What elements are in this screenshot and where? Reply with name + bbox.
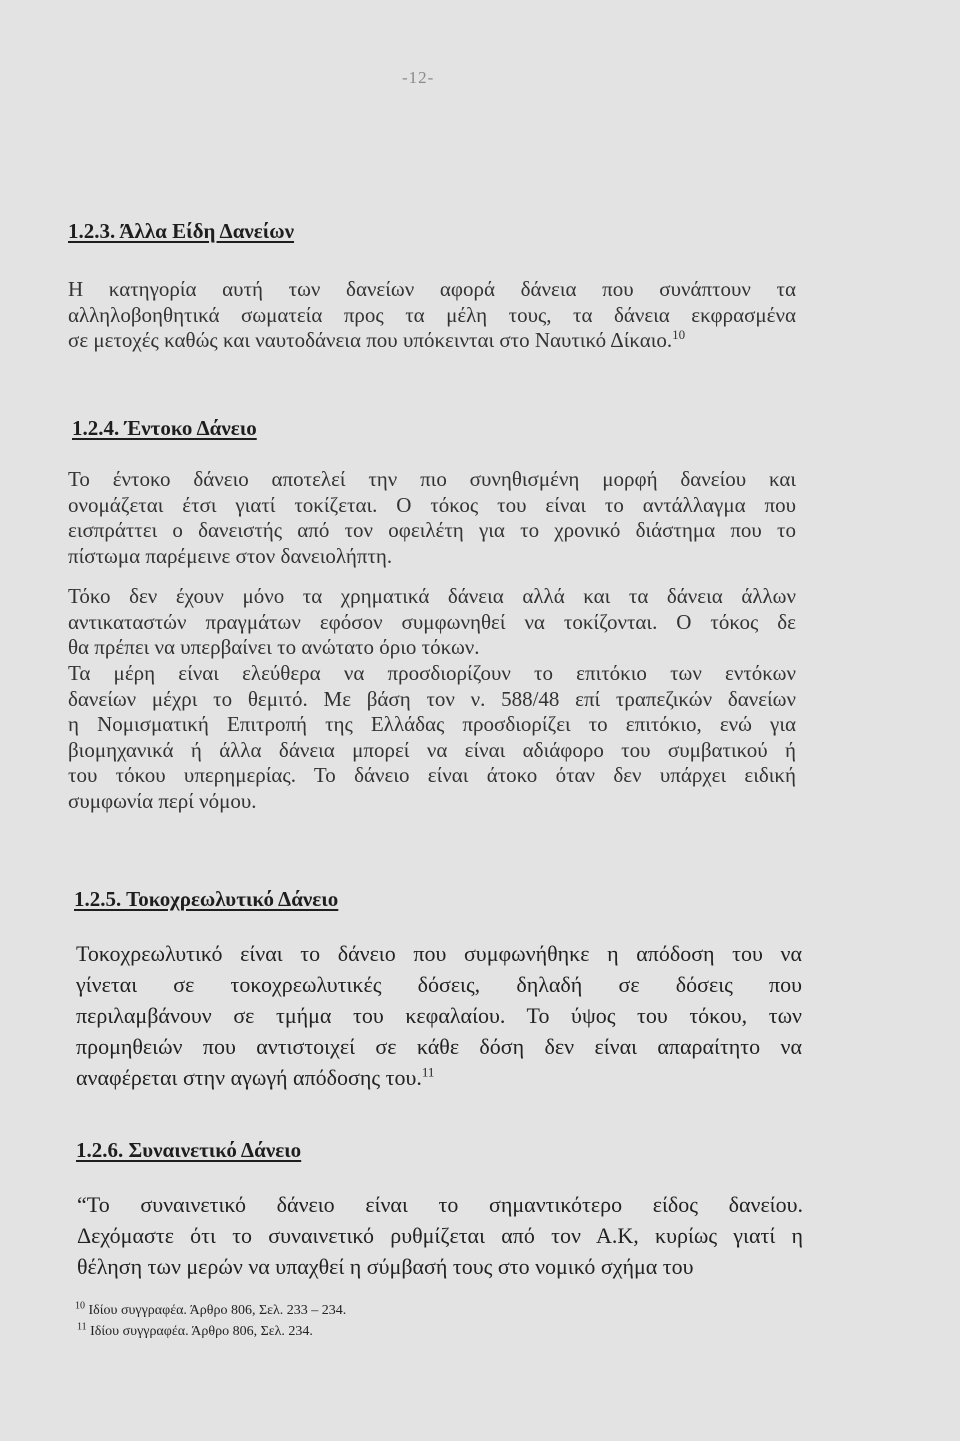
text-line: περιλαμβάνουν σε τμήμα του κεφαλαίου. Το ύψος του τόκου, των <box>76 1003 802 1028</box>
paragraph-1-2-4-c <box>68 661 796 814</box>
footnote-text: Ιδίου συγγραφέα. Άρθρο 806, Σελ. 234. <box>90 1324 313 1339</box>
text-line: αλληλοβοηθητικά σωματεία προς τα μέλη τους, τα δάνεια εκφρασμένα <box>68 302 796 327</box>
text-line: Δεχόμαστε ότι το συναινετικό ρυθμίζεται από τον Α.Κ, κυρίως γιατί η <box>77 1223 803 1248</box>
text-line: αντικαταστών πραγμάτων εφόσον συμφωνηθεί να τοκίζονται. Ο τόκος δε <box>68 609 796 634</box>
section-heading-1-2-3: 1.2.3. Άλλα Είδη Δανείων <box>68 219 295 243</box>
text-line: η Νομισματική Επιτροπή της Ελλάδας προσδιορίζει το επιτόκιο, ενώ για <box>68 712 796 736</box>
text-line: σε μετοχές καθώς και ναυτοδάνεια που υπόκεινται στο Ναυτικό Δίκαιο. <box>68 328 673 352</box>
footnote-number: 10 <box>75 1300 85 1312</box>
text-line: Τόκο δεν έχουν μόνο τα χρηματικά δάνεια αλλά και τα δάνεια άλλων <box>68 584 796 608</box>
text-line-with-footnote <box>76 1062 802 1093</box>
paragraph-1-2-5 <box>76 938 802 1093</box>
text-line: θα πρέπει να υπερβαίνει το ανώτατο όριο τόκων. <box>68 635 480 659</box>
footnote-text: Ιδίου συγγραφέα. Άρθρο 806, Σελ. 233 – 234. <box>88 1303 347 1318</box>
text-line: γίνεται σε τοκοχρεωλυτικές δόσεις, δηλαδή σε δόσεις που <box>76 972 802 997</box>
section-heading-1-2-4: 1.2.4. Έντοκο Δάνειο <box>72 416 257 440</box>
text-line: συμφωνία περί νόμου. <box>68 788 257 813</box>
text-line: ονομάζεται έτσι γιατί τοκίζεται. Ο τόκος του είναι το αντάλλαγμα που <box>68 492 796 517</box>
text-line: Η κατηγορία αυτή των δανείων αφορά δάνεια που συνάπτουν τα <box>68 277 796 301</box>
text-line: θέληση των μερών να υπαχθεί η σύμβασή τους στο νομικό σχήμα του <box>77 1254 694 1279</box>
text-line: του τόκου υπερημερίας. Το δάνειο είναι άτοκο όταν δεν υπάρχει ειδική <box>68 763 796 787</box>
text-line: δανείων μέχρι το θεμιτό. Με βάση τον ν. 588/48 επί τραπεζικών δανείων <box>68 686 796 711</box>
footnote-11 <box>77 1321 313 1340</box>
text-line: εισπράττει ο δανειστής από τον οφειλέτη για το χρονικό διάστημα που το <box>68 518 796 542</box>
section-heading-1-2-5: 1.2.5. Τοκοχρεωλυτικό Δάνειο <box>74 887 339 911</box>
paragraph-1-2-3 <box>68 277 796 354</box>
section-heading-1-2-6: 1.2.6. Συναινετικό Δάνειο <box>76 1138 302 1162</box>
paragraph-1-2-4-b <box>68 584 796 661</box>
text-line: πίστωμα παρέμεινε στον δανειολήπτη. <box>68 543 393 568</box>
page-number: -12- <box>402 68 435 87</box>
text-line: βιομηχανικά ή άλλα δάνεια μπορεί να είναι αδιάφορο του συμβατικού ή <box>68 737 796 762</box>
text-line: αναφέρεται στην αγωγή απόδοσης του. <box>76 1065 422 1090</box>
footnote-reference: 11 <box>421 1064 435 1080</box>
footnote-number: 11 <box>77 1321 87 1333</box>
text-line: προμηθειών που αντιστοιχεί σε κάθε δόση δεν είναι απαραίτητο να <box>76 1034 802 1059</box>
footnote-reference: 10 <box>672 327 686 342</box>
text-line-with-footnote <box>68 328 796 354</box>
paragraph-1-2-6 <box>77 1189 803 1282</box>
footnote-10 <box>75 1300 347 1319</box>
text-line: Τα μέρη είναι ελεύθερα να προσδιορίζουν το επιτόκιο των εντόκων <box>68 661 796 685</box>
text-line: Το έντοκο δάνειο αποτελεί την πιο συνηθισμένη μορφή δανείου και <box>68 467 796 491</box>
paragraph-1-2-4-a <box>68 467 796 569</box>
text-line: Τοκοχρεωλυτικό είναι το δάνειο που συμφωνήθηκε η απόδοση του να <box>76 941 802 966</box>
text-line: “Το συναινετικό δάνειο είναι το σημαντικότερο είδος δανείου. <box>77 1192 803 1217</box>
